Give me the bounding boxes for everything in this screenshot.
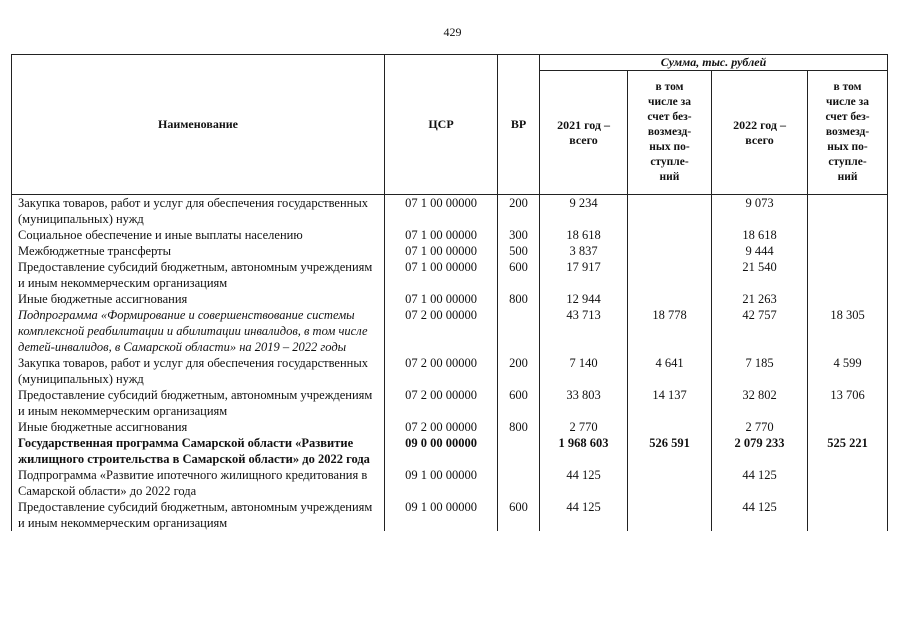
cell-2022-total: 44 125	[712, 499, 808, 531]
cell-2022-incl	[808, 419, 888, 435]
cell-2022-total: 42 757	[712, 307, 808, 355]
cell-2021-total: 17 917	[540, 259, 628, 291]
cell-2021-total: 3 837	[540, 243, 628, 259]
cell-2021-total: 9 234	[540, 195, 628, 228]
cell-2022-total: 7 185	[712, 355, 808, 387]
cell-vr	[498, 307, 540, 355]
cell-vr	[498, 467, 540, 499]
budget-table	[11, 54, 888, 531]
cell-name: Иные бюджетные ассигнования	[12, 291, 385, 307]
table-row	[12, 419, 888, 435]
header-name: Наименование	[12, 55, 385, 195]
cell-2022-incl	[808, 499, 888, 531]
cell-name: Предоставление субсидий бюджетным, автономным учреждениям и иным некоммерческим организациям	[12, 259, 385, 291]
cell-csr: 07 1 00 00000	[385, 243, 498, 259]
cell-2021-incl	[628, 467, 712, 499]
table-row	[12, 195, 888, 228]
cell-2022-total: 9 444	[712, 243, 808, 259]
cell-2021-incl	[628, 259, 712, 291]
cell-2022-total: 18 618	[712, 227, 808, 243]
cell-csr: 09 0 00 00000	[385, 435, 498, 467]
table-row	[12, 243, 888, 259]
cell-vr: 200	[498, 355, 540, 387]
cell-2022-total: 2 770	[712, 419, 808, 435]
cell-2021-incl	[628, 419, 712, 435]
table-row	[12, 259, 888, 291]
cell-2022-incl	[808, 259, 888, 291]
cell-vr: 600	[498, 387, 540, 419]
cell-2021-total: 33 803	[540, 387, 628, 419]
cell-vr: 500	[498, 243, 540, 259]
cell-2022-incl	[808, 227, 888, 243]
table-row	[12, 387, 888, 419]
cell-name: Предоставление субсидий бюджетным, автономным учреждениям и иным некоммерческим организациям	[12, 499, 385, 531]
cell-2021-total: 2 770	[540, 419, 628, 435]
table-row	[12, 307, 888, 355]
cell-2021-incl: 18 778	[628, 307, 712, 355]
cell-2021-incl	[628, 499, 712, 531]
cell-name: Государственная программа Самарской области «Развитие жилищного строительства в Самарской области» до 2022 года	[12, 435, 385, 467]
cell-vr: 300	[498, 227, 540, 243]
cell-2022-total: 21 263	[712, 291, 808, 307]
table-row	[12, 355, 888, 387]
cell-2021-incl: 526 591	[628, 435, 712, 467]
cell-2022-incl	[808, 243, 888, 259]
cell-name: Иные бюджетные ассигнования	[12, 419, 385, 435]
cell-2022-incl: 525 221	[808, 435, 888, 467]
cell-csr: 07 1 00 00000	[385, 291, 498, 307]
cell-name: Подпрограмма «Формирование и совершенствование системы комплексной реабилитации и абилитации инвалидов, в том числе детей-инвалидов, в Самарской области» на 2019 – 2022 годы	[12, 307, 385, 355]
cell-2022-incl	[808, 467, 888, 499]
cell-2021-incl	[628, 195, 712, 228]
cell-csr: 07 2 00 00000	[385, 387, 498, 419]
table-row	[12, 435, 888, 467]
cell-vr: 800	[498, 291, 540, 307]
cell-2021-incl: 4 641	[628, 355, 712, 387]
cell-vr: 600	[498, 499, 540, 531]
header-vr: ВР	[498, 55, 540, 195]
header-2022-total-text: 2022 год – всего	[733, 117, 786, 147]
table-row	[12, 467, 888, 499]
cell-2021-incl	[628, 243, 712, 259]
table-row	[12, 291, 888, 307]
cell-2022-incl	[808, 195, 888, 228]
header-csr: ЦСР	[385, 55, 498, 195]
header-sum-title: Сумма, тыс. рублей	[540, 55, 888, 71]
cell-2021-total: 12 944	[540, 291, 628, 307]
cell-2022-total: 32 802	[712, 387, 808, 419]
cell-vr: 800	[498, 419, 540, 435]
cell-2021-total: 44 125	[540, 499, 628, 531]
cell-2022-total: 9 073	[712, 195, 808, 228]
page-number: 429	[443, 25, 462, 39]
cell-2022-incl: 4 599	[808, 355, 888, 387]
cell-csr: 07 2 00 00000	[385, 419, 498, 435]
cell-csr: 09 1 00 00000	[385, 499, 498, 531]
cell-name: Предоставление субсидий бюджетным, автономным учреждениям и иным некоммерческим организациям	[12, 387, 385, 419]
cell-2021-total: 18 618	[540, 227, 628, 243]
header-2022-incl	[808, 71, 888, 195]
cell-2021-incl: 14 137	[628, 387, 712, 419]
cell-2021-total: 44 125	[540, 467, 628, 499]
header-2022-total	[712, 71, 808, 195]
cell-2021-total: 1 968 603	[540, 435, 628, 467]
cell-2021-incl	[628, 291, 712, 307]
header-2021-total	[540, 71, 628, 195]
cell-2022-incl: 13 706	[808, 387, 888, 419]
cell-vr: 200	[498, 195, 540, 228]
cell-csr: 07 1 00 00000	[385, 227, 498, 243]
table-body	[12, 195, 888, 532]
cell-name: Межбюджетные трансферты	[12, 243, 385, 259]
cell-name: Подпрограмма «Развитие ипотечного жилищного кредитования в Самарской области» до 2022 года	[12, 467, 385, 499]
cell-csr: 07 1 00 00000	[385, 259, 498, 291]
cell-2022-total: 21 540	[712, 259, 808, 291]
header-2021-incl	[628, 71, 712, 195]
cell-name: Закупка товаров, работ и услуг для обеспечения государственных (муниципальных) нужд	[12, 195, 385, 228]
cell-vr	[498, 435, 540, 467]
cell-2021-total: 7 140	[540, 355, 628, 387]
cell-2022-incl: 18 305	[808, 307, 888, 355]
cell-csr: 07 2 00 00000	[385, 307, 498, 355]
cell-2021-total: 43 713	[540, 307, 628, 355]
cell-2021-incl	[628, 227, 712, 243]
cell-2022-total: 2 079 233	[712, 435, 808, 467]
cell-name: Социальное обеспечение и иные выплаты населению	[12, 227, 385, 243]
cell-2022-total: 44 125	[712, 467, 808, 499]
table-row	[12, 499, 888, 531]
cell-vr: 600	[498, 259, 540, 291]
header-2021-total-text: 2021 год – всего	[557, 117, 610, 147]
cell-csr: 07 1 00 00000	[385, 195, 498, 228]
header-2022-incl-text: в том числе за счет без-возмезд-ных по-ступле-ний	[825, 81, 870, 183]
table-header	[12, 55, 888, 195]
cell-2022-incl	[808, 291, 888, 307]
cell-csr: 07 2 00 00000	[385, 355, 498, 387]
cell-name: Закупка товаров, работ и услуг для обеспечения государственных (муниципальных) нужд	[12, 355, 385, 387]
header-2021-incl-text: в том числе за счет без-возмезд-ных по-ступле-ний	[647, 81, 692, 183]
table-row	[12, 227, 888, 243]
cell-csr: 09 1 00 00000	[385, 467, 498, 499]
